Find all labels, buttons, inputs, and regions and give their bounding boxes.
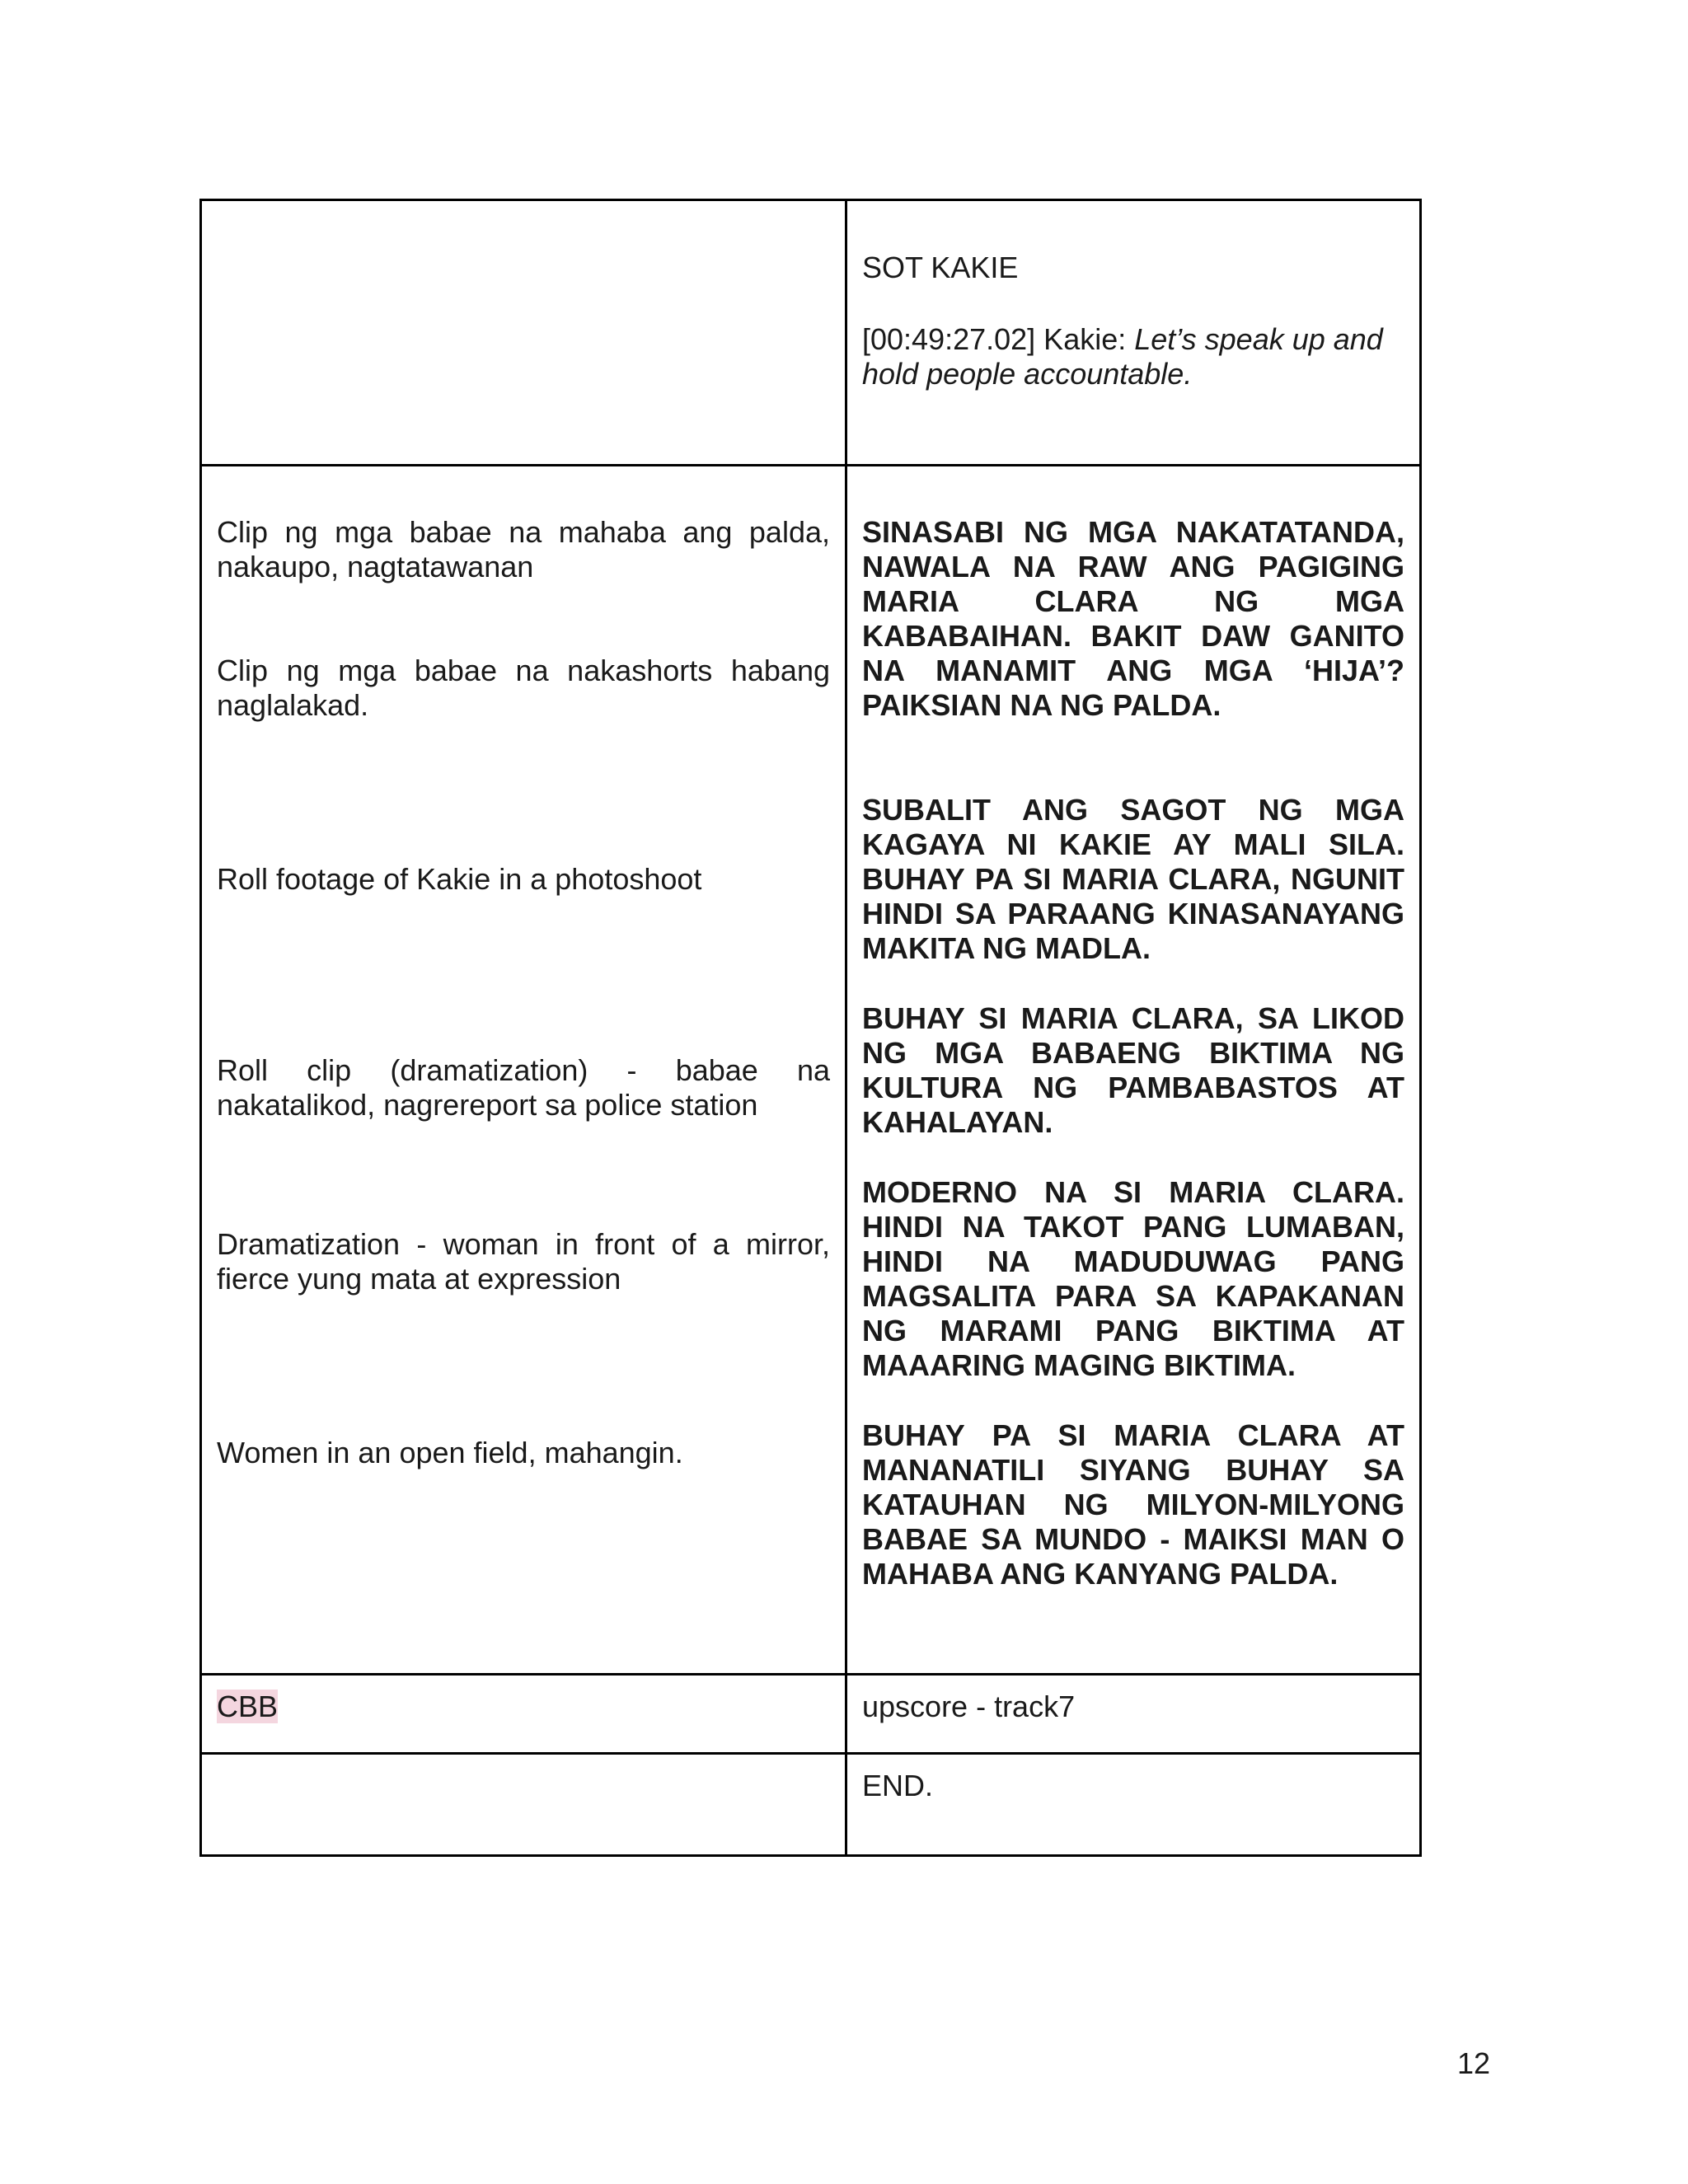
table-row-sot — [201, 200, 1421, 466]
audio-cell-narration — [846, 466, 1421, 1675]
video-cell-cues — [201, 466, 846, 1675]
end-label: END. — [862, 1769, 934, 1802]
video-cue: Clip ng mga babae na nakashorts habang naglalakad. — [217, 654, 830, 722]
cbb-label: CBB — [217, 1690, 279, 1723]
narration-paragraph: SINASABI NG MGA NAKATATANDA, NAWALA NA RAW ANG PAGIGING MARIA CLARA NG MGA KABABAIHAN. BAKIT DAW GANITO NA MANAMIT ANG MGA ‘HIJA’? PAIKSIAN NA NG PALDA. — [862, 515, 1404, 722]
audio-cell-end — [846, 1754, 1421, 1856]
script-table — [199, 199, 1422, 1857]
sot-timecode-speaker: [00:49:27.02] Kakie: — [862, 322, 1135, 356]
table-row-end — [201, 1754, 1421, 1856]
video-cell-cbb — [201, 1675, 846, 1754]
narration-paragraph: BUHAY SI MARIA CLARA, SA LIKOD NG MGA BABAENG BIKTIMA NG KULTURA NG PAMBABASTOS AT KAHALAYAN. — [862, 1001, 1404, 1139]
sot-quote: Let’s speak up and hold people accountable. — [862, 322, 1383, 391]
table-row-cbb — [201, 1675, 1421, 1754]
table-row-main — [201, 466, 1421, 1675]
audio-cell-cbb — [846, 1675, 1421, 1754]
video-cell-empty — [201, 200, 846, 466]
sot-title: SOT KAKIE — [862, 251, 1019, 284]
video-cue: Roll footage of Kakie in a photoshoot — [217, 862, 702, 896]
page-number: 12 — [1456, 2046, 1490, 2080]
video-cell-end — [201, 1754, 846, 1856]
sot-line — [862, 322, 1404, 391]
video-cue: Women in an open field, mahangin. — [217, 1436, 683, 1469]
video-cue: Dramatization - woman in front of a mirror, fierce yung mata at expression — [217, 1227, 830, 1296]
narration-paragraph: MODERNO NA SI MARIA CLARA. HINDI NA TAKOT PANG LUMABAN, HINDI NA MADUDUWAG PANG MAGSALITA PARA SA KAPAKANAN NG MARAMI PANG BIKTIMA AT MAAARING MAGING BIKTIMA. — [862, 1175, 1404, 1382]
video-cue: Clip ng mga babae na mahaba ang palda, nakaupo, nagtatawanan — [217, 515, 830, 583]
narration-paragraph: BUHAY PA SI MARIA CLARA AT MANANATILI SIYANG BUHAY SA KATAUHAN NG MILYON-MILYONG BABAE SA MUNDO - MAIKSI MAN O MAHABA ANG KANYANG PALDA. — [862, 1418, 1404, 1591]
audio-cell-sot — [846, 200, 1421, 466]
video-cue: Roll clip (dramatization) - babae na nakatalikod, nagrereport sa police station — [217, 1053, 830, 1122]
music-cue: upscore - track7 — [862, 1690, 1076, 1723]
narration-paragraph: SUBALIT ANG SAGOT NG MGA KAGAYA NI KAKIE AY MALI SILA. BUHAY PA SI MARIA CLARA, NGUNIT HINDI SA PARAANG KINASANAYANG MAKITA NG MADLA. — [862, 793, 1404, 965]
